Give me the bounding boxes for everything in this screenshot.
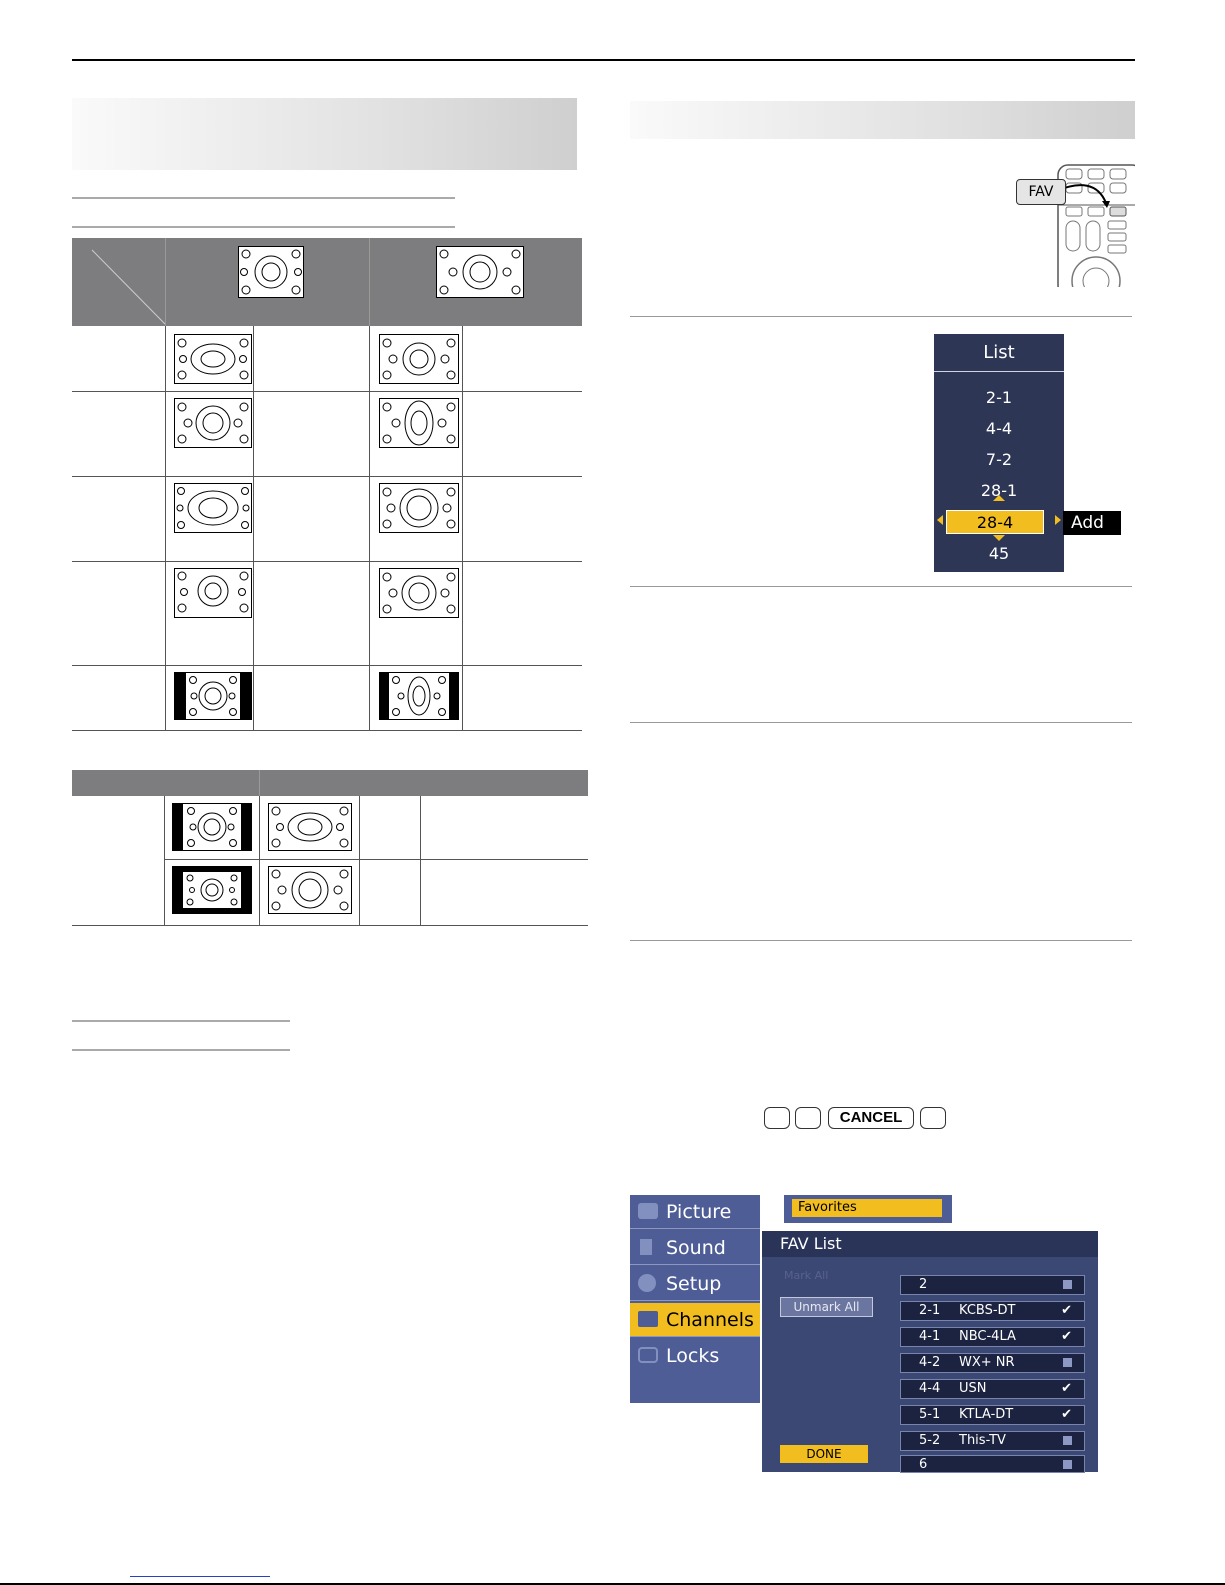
row5-pillarbox-tall-icon [379,672,459,720]
second-vline-4 [420,796,421,925]
lock-icon [638,1347,658,1363]
checkbox-checked-icon[interactable]: ✔ [1061,1329,1072,1344]
channel-number: 4-1 [919,1329,941,1344]
page-top-rule [72,59,1135,61]
remote-button[interactable] [795,1107,821,1129]
second-header-vline [259,770,260,796]
header-picture-16x9-icon [436,246,524,298]
channel-list-item[interactable]: 7-2 [985,450,1013,469]
channel-name: This-TV [959,1433,1006,1448]
picture-icon [638,1203,658,1219]
fav-list-row[interactable] [900,1405,1085,1425]
right-step-rule-1 [630,316,1132,317]
remote-button[interactable] [764,1107,790,1129]
speaker-icon [640,1239,652,1255]
table-vline-4 [462,326,463,730]
checkbox-checked-icon[interactable]: ✔ [1061,1407,1072,1422]
menu-item-label: Setup [666,1273,722,1295]
second-table-header [72,770,588,796]
second-vline-1 [164,796,165,925]
mark-all-button[interactable]: Mark All [784,1269,829,1282]
footer-link-underline [130,1576,270,1577]
table-row-rule-3 [72,561,582,562]
fav-list-row[interactable] [900,1301,1085,1321]
second-row1-pillarbox-icon [172,803,252,851]
add-action-label[interactable]: Add [1063,511,1121,535]
header-vline-1 [165,238,166,326]
channel-list-item[interactable]: 45 [988,544,1010,563]
channel-list-title: List [983,342,1015,363]
channel-list-title-divider [934,371,1064,372]
channel-number: 2-1 [919,1303,941,1318]
table-row-rule-2 [72,476,582,477]
second-vline-2 [259,796,260,925]
row2-16x9-tall-icon [379,398,459,448]
right-step-rule-2 [630,586,1132,587]
row2-4x3-icon [174,398,252,448]
up-arrow-icon [993,495,1005,501]
fav-list-title: FAV List [762,1231,1098,1257]
fav-button[interactable]: FAV [1016,179,1066,205]
menu-item-label: Channels [666,1309,754,1331]
left-bottom-rule-1 [72,1020,290,1022]
fav-list-row[interactable] [900,1431,1085,1451]
second-row1-wide-icon [268,803,352,851]
right-step-rule-4 [630,940,1132,941]
menu-item-label: Sound [666,1237,726,1259]
row3-16x9-icon [379,483,459,533]
table-vline-2 [253,326,254,730]
main-menu-osd [630,1195,760,1403]
unmark-all-button[interactable]: Unmark All [780,1297,873,1317]
menu-item-picture[interactable] [630,1195,760,1229]
fav-list-row[interactable] [900,1275,1085,1295]
channel-number: 6 [919,1457,928,1472]
left-bottom-rule-2 [72,1049,290,1051]
channel-name: KCBS-DT [959,1303,1016,1318]
fav-list-row[interactable] [900,1353,1085,1373]
channels-icon [638,1311,658,1327]
favorites-label: Favorites [792,1199,942,1217]
row1-4x3-wide-icon [174,334,252,384]
header-picture-4x3-icon [238,246,304,298]
channel-list-item[interactable]: 4-4 [985,419,1013,438]
channel-name: NBC-4LA [959,1329,1016,1344]
menu-item-label: Locks [666,1345,720,1367]
row4-4x3-icon [174,568,252,618]
remote-button[interactable] [920,1107,946,1129]
second-row2-full-icon [268,866,352,914]
channel-list-osd [934,334,1064,572]
row3-4x3-wide-icon [174,483,252,533]
channel-name: USN [959,1381,987,1396]
right-arrow-icon [1055,515,1061,525]
channel-number: 4-4 [919,1381,941,1396]
table-vline-3 [369,326,370,730]
channel-list-item[interactable]: 28-1 [980,481,1018,500]
checkbox-unchecked-icon[interactable] [1063,1358,1072,1367]
checkbox-unchecked-icon[interactable] [1063,1460,1072,1469]
channel-number: 2 [919,1277,928,1292]
menu-item-locks[interactable] [630,1339,760,1373]
header-vline-2 [369,238,370,326]
done-button[interactable]: DONE [780,1445,868,1463]
fav-list-row[interactable] [900,1379,1085,1399]
channel-number: 5-2 [919,1433,941,1448]
table-row-rule-5 [72,730,582,731]
right-step-rule-3 [630,722,1132,723]
table-row-rule-1 [72,391,582,392]
down-arrow-icon [993,535,1005,541]
channel-number: 5-1 [919,1407,941,1422]
channel-number: 4-2 [919,1355,941,1370]
channel-list-item[interactable]: 2-1 [985,388,1013,407]
table-vline-1 [165,326,166,730]
checkbox-checked-icon[interactable]: ✔ [1061,1381,1072,1396]
fav-list-panel [760,1229,1100,1474]
second-bottom-rule [72,925,588,926]
row5-pillarbox-icon [174,672,252,720]
menu-item-label: Picture [666,1201,732,1223]
fav-list-row[interactable] [900,1327,1085,1347]
channel-name: WX+ NR [959,1355,1015,1370]
row4-16x9-icon [379,568,459,618]
menu-item-sound[interactable] [630,1231,760,1265]
left-subheading-rule-1 [72,197,455,199]
left-subheading-rule-2 [72,226,455,228]
table-row-rule-4 [72,665,582,666]
checkbox-unchecked-icon[interactable] [1063,1280,1072,1289]
menu-item-setup[interactable] [630,1267,760,1301]
row1-16x9-icon [379,334,459,384]
channel-list-selected-item[interactable]: 28-4 [946,510,1044,534]
checkbox-checked-icon[interactable]: ✔ [1061,1303,1072,1318]
fav-list-row[interactable] [900,1455,1085,1473]
second-row-rule [164,859,588,860]
menu-item-channels[interactable] [630,1303,760,1337]
header-diagonal-divider [72,238,167,326]
left-arrow-icon [937,515,943,525]
left-section-header-bar [72,98,577,170]
favorites-submenu[interactable] [784,1195,952,1223]
cancel-button[interactable]: CANCEL [828,1107,914,1129]
second-vline-3 [359,796,360,925]
channel-name: KTLA-DT [959,1407,1014,1422]
second-row2-windowbox-icon [172,866,252,914]
right-section-header-bar [630,101,1135,139]
checkbox-unchecked-icon[interactable] [1063,1436,1072,1445]
gear-icon [638,1274,656,1292]
